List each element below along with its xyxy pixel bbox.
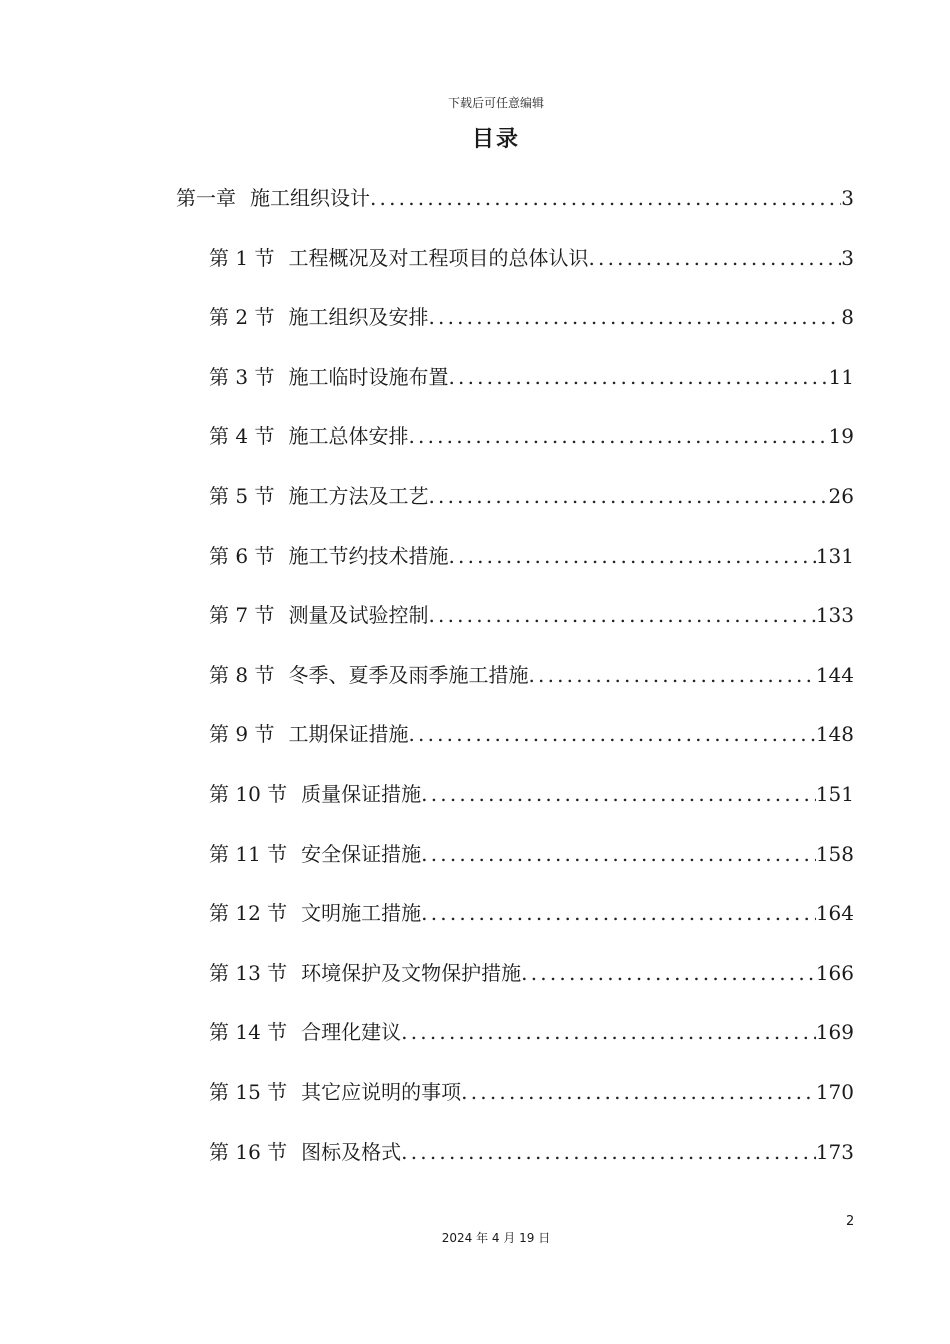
toc-dot-leader <box>448 359 828 395</box>
toc-dot-leader <box>421 776 816 812</box>
toc-entry[interactable] <box>209 1014 854 1050</box>
toc-entry-label <box>209 538 448 574</box>
toc-entry-page: 3 <box>841 186 854 210</box>
toc-dot-leader <box>528 657 815 693</box>
toc-dot-leader <box>521 955 816 991</box>
toc-entry-page: 3 <box>841 245 854 270</box>
toc-entry-label <box>209 955 521 991</box>
toc-dot-leader <box>421 895 816 931</box>
toc-entry-text: 施工组织设计 <box>250 186 370 210</box>
toc-entry-page: 158 <box>815 841 854 866</box>
toc-entry-number: 第 15 节 <box>209 1080 288 1104</box>
toc-dot-leader <box>428 478 828 514</box>
toc-entry[interactable] <box>209 538 854 574</box>
toc-entry-page: 26 <box>828 484 854 508</box>
toc-entry-text: 质量保证措施 <box>301 782 422 806</box>
toc-entry[interactable] <box>209 657 854 693</box>
toc-dot-leader <box>448 538 815 574</box>
toc-entry-text: 施工节约技术措施 <box>288 543 449 568</box>
toc-entry-label <box>209 478 428 514</box>
toc-entry-number: 第 2 节 <box>209 305 275 330</box>
toc-entry-text: 施工组织及安排 <box>288 305 429 330</box>
toc-entry-number: 第 5 节 <box>209 484 275 508</box>
toc-entry-page: 169 <box>815 1020 854 1045</box>
toc-dot-leader <box>401 1134 816 1170</box>
toc-entry-page: 144 <box>815 662 854 687</box>
toc-entry-page: 170 <box>815 1080 854 1104</box>
toc-entry[interactable] <box>209 1134 854 1170</box>
footer-date: 2024 年 4 月 19 日 <box>441 1231 551 1245</box>
toc-entry[interactable] <box>209 597 854 633</box>
toc-entry-label <box>209 240 588 276</box>
toc-entry[interactable] <box>209 716 854 752</box>
toc-entry[interactable] <box>209 359 854 395</box>
toc-dot-leader <box>421 836 816 872</box>
toc-entry-label <box>209 299 428 335</box>
toc-entry-text: 工期保证措施 <box>288 722 409 747</box>
toc-entry-number: 第 9 节 <box>209 722 275 747</box>
toc-entry-page: 19 <box>828 424 854 449</box>
toc-entry[interactable] <box>176 180 854 216</box>
toc-entry-number: 第一章 <box>176 186 236 210</box>
toc-entry-label <box>209 657 528 693</box>
toc-entry-number: 第 1 节 <box>209 245 275 270</box>
toc-entry-text: 冬季、夏季及雨季施工措施 <box>288 662 529 687</box>
toc-entry[interactable] <box>209 1074 854 1110</box>
toc-entry-text: 其它应说明的事项 <box>301 1080 462 1104</box>
toc-entry-page: 133 <box>815 603 854 628</box>
toc-entry-label <box>209 1014 401 1050</box>
toc-dot-leader <box>428 597 815 633</box>
toc-entry-label <box>209 418 408 454</box>
toc-entry-number: 第 11 节 <box>209 841 288 866</box>
toc-entry[interactable] <box>209 836 854 872</box>
toc-entry-text: 合理化建议 <box>301 1020 402 1045</box>
toc-dot-leader <box>408 418 828 454</box>
toc-entry-text: 施工临时设施布置 <box>288 364 449 389</box>
toc-entry-number: 第 16 节 <box>209 1139 288 1164</box>
toc-entry-number: 第 8 节 <box>209 662 275 687</box>
toc-entry-text: 图标及格式 <box>301 1139 402 1164</box>
toc-entry-page: 148 <box>815 722 854 747</box>
toc-entry-page: 166 <box>815 960 854 985</box>
toc-entry[interactable] <box>209 895 854 931</box>
toc-entry-label <box>209 1074 461 1110</box>
toc-dot-leader <box>588 240 841 276</box>
toc-entry-label <box>209 836 421 872</box>
toc-entry-label <box>209 895 421 931</box>
toc-entry-number: 第 6 节 <box>209 543 275 568</box>
toc-entry-text: 施工总体安排 <box>288 424 409 449</box>
toc-entry[interactable] <box>209 776 854 812</box>
toc-dot-leader <box>408 716 815 752</box>
toc-entry[interactable] <box>209 478 854 514</box>
toc-entry-text: 工程概况及对工程项目的总体认识 <box>288 245 589 270</box>
toc-entry-page: 11 <box>828 364 854 389</box>
toc-entry[interactable] <box>209 418 854 454</box>
page-number: 2 <box>846 1214 855 1229</box>
toc-dot-leader <box>428 299 841 335</box>
toc-entry-page: 8 <box>841 305 854 330</box>
toc-entry-number: 第 4 节 <box>209 424 275 449</box>
toc-entry-text: 环境保护及文物保护措施 <box>301 960 522 985</box>
toc-entry-page: 131 <box>815 543 854 568</box>
toc-entry-text: 安全保证措施 <box>301 841 422 866</box>
toc-entry-number: 第 3 节 <box>209 364 275 389</box>
toc-entry-page: 164 <box>815 901 854 926</box>
toc-entry-number: 第 12 节 <box>209 901 288 926</box>
toc-entry[interactable] <box>209 955 854 991</box>
toc-entry-number: 第 7 节 <box>209 603 275 628</box>
toc-title: 目录 <box>471 127 520 152</box>
toc-dot-leader <box>401 1014 816 1050</box>
toc-dot-leader <box>370 180 841 216</box>
toc-entry[interactable] <box>209 299 854 335</box>
toc-entry-text: 文明施工措施 <box>301 901 422 926</box>
toc-entry-label <box>209 1134 401 1170</box>
toc-entry-number: 第 14 节 <box>209 1020 288 1045</box>
toc-entry-number: 第 10 节 <box>209 782 288 806</box>
toc-entry-label <box>176 180 370 216</box>
header-note: 下载后可任意编辑 <box>447 96 544 110</box>
toc-entry-label <box>209 597 428 633</box>
toc-entry-page: 173 <box>815 1139 854 1164</box>
toc-entry-text: 施工方法及工艺 <box>288 484 429 508</box>
toc-dot-leader <box>461 1074 816 1110</box>
toc-entry-page: 151 <box>815 782 854 806</box>
toc-entry-label <box>209 359 448 395</box>
toc-entry-text: 测量及试验控制 <box>288 603 429 628</box>
toc-entry-label <box>209 716 408 752</box>
toc-entry[interactable] <box>209 240 854 276</box>
toc-entry-number: 第 13 节 <box>209 960 288 985</box>
toc-entry-label <box>209 776 421 812</box>
